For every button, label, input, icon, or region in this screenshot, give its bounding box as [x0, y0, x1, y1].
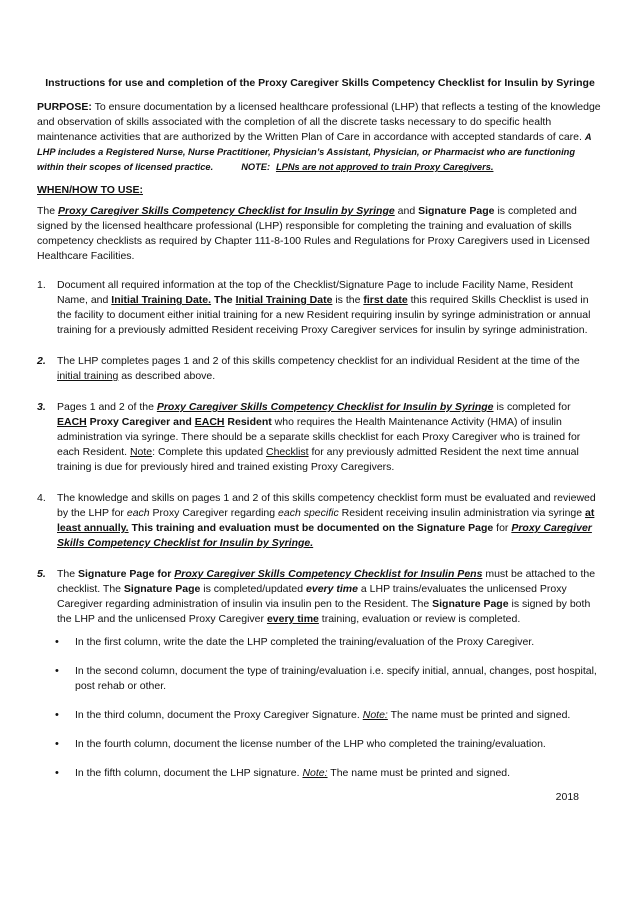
item-text	[57, 491, 603, 551]
item-text	[57, 567, 603, 627]
item-text-run: Pages 1 and 2 of the	[57, 401, 157, 413]
intro-text: The	[37, 205, 59, 217]
each-term: EACH	[57, 416, 87, 428]
intro-text: and	[394, 205, 419, 217]
initial-training-date-term: Initial Training Date	[235, 294, 333, 306]
document-page	[37, 76, 603, 795]
bullet-icon: •	[55, 665, 59, 677]
every-time-term: every time	[266, 613, 319, 625]
document-title: Instructions for use and completion of the Proxy Caregiver Skills Competency Checklist for Insulin by Syringe	[45, 77, 595, 89]
bullet-item	[55, 766, 603, 781]
bullet-item	[55, 664, 603, 694]
bullet-text-run: The name must be printed and signed.	[327, 767, 511, 779]
bullet-text	[75, 766, 603, 781]
item-text-run: The LHP completes pages 1 and 2 of this skills competency checklist for an individual Resident at the time of the	[57, 355, 580, 367]
bullet-icon: •	[55, 738, 59, 750]
item-number: 2.	[37, 355, 46, 367]
bullet-text: In the first column, write the date the LHP completed the training/evaluation of the Proxy Caregiver.	[75, 636, 535, 648]
intro-paragraph	[37, 204, 603, 264]
list-item-5	[37, 567, 603, 627]
purpose-paragraph	[37, 100, 603, 175]
checklist-term: Checklist	[265, 446, 309, 458]
signature-page-term: Signature Page for	[78, 568, 175, 580]
bullet-icon: •	[55, 767, 59, 779]
note-term: Note:	[302, 767, 328, 779]
item-text-run: is the	[332, 294, 364, 306]
item-text-run: : Complete this updated	[152, 446, 266, 458]
each-term: each	[126, 507, 150, 519]
item-text	[57, 400, 603, 475]
item-text-run: who requires the Health Maintenance Activity (HMA) of insulin administration via syringe. There should be a separate skills checklist for each Proxy Caregiver who is trained for each Resident.	[57, 416, 581, 458]
every-time-term: every time	[306, 583, 358, 595]
lhp-definition: A LHP includes a Registered Nurse, Nurse Practitioner, Physician’s Assistant, Physician, or Pharmacist who are functioning within their scopes of licensed practice.	[37, 132, 592, 172]
item-text-run: for	[493, 522, 512, 534]
purpose-label: PURPOSE:	[37, 101, 92, 113]
item-text-run: Document all required information at the top of the Checklist/Signature Page to include Facility Name, Resident Name, and	[57, 279, 573, 306]
list-item-1	[37, 278, 603, 338]
item-text-run: as described above.	[118, 370, 216, 382]
item-text	[57, 354, 603, 384]
list-item-4	[37, 491, 603, 551]
item-text-run: Resident receiving insulin administration via syringe	[338, 507, 586, 519]
bullet-text: In the fourth column, document the license number of the LHP who completed the training/evaluation.	[75, 738, 546, 750]
item-text-run: for any previously admitted Resident the next time annual training is due for previously hired and trained existing Proxy Caregivers.	[57, 446, 579, 473]
item-number: 1.	[37, 279, 46, 291]
bullet-text-run: In the fifth column, document the LHP signature.	[75, 767, 303, 779]
bullet-text	[75, 708, 603, 723]
lpn-note: LPNs are not approved to train Proxy Caregivers.	[275, 162, 494, 172]
item-text-run: The	[57, 568, 79, 580]
item-text-run: Resident	[224, 416, 272, 428]
item-text-run: Proxy Caregiver and	[86, 416, 195, 428]
signature-page-term: Signature Page	[123, 583, 201, 595]
item-number: 5.	[37, 568, 46, 580]
column-instructions-list	[55, 635, 603, 781]
item-text-run: Proxy Caregiver regarding	[149, 507, 279, 519]
document-year: 2018	[555, 791, 579, 803]
item-text-run: must be attached to the checklist. The	[57, 568, 596, 595]
item-text-run: The	[211, 294, 236, 306]
bullet-text-run: The name must be printed and signed.	[387, 709, 571, 721]
signature-page-term: Signature Page	[418, 205, 495, 217]
checklist-name: Proxy Caregiver Skills Competency Checklist for Insulin by Syringe.	[57, 522, 592, 549]
when-how-heading: WHEN/HOW TO USE:	[37, 184, 143, 196]
item-number: 3.	[37, 401, 46, 413]
initial-training-term: initial training	[57, 370, 119, 382]
each-term: EACH	[194, 416, 225, 428]
bullet-item	[55, 737, 603, 752]
purpose-text: To ensure documentation by a licensed healthcare professional (LHP) that reflects a testing of the knowledge and observation of skills associated with the completion of all the discrete tasks necessary to do specific health maintenance activities that are authorized by the Written Plan of Care in accordance with accepted standards of care.	[37, 101, 601, 143]
item-number: 4.	[37, 492, 46, 504]
item-text-run: is completed for	[493, 401, 571, 413]
initial-training-date-term: Initial Training Date.	[111, 294, 212, 306]
bullet-icon: •	[55, 709, 59, 721]
item-text-run: is completed/updated	[200, 583, 307, 595]
bullet-icon: •	[55, 636, 59, 648]
signature-page-term: Signature Page	[432, 598, 509, 610]
item-text-run: is signed by both the LHP and the unlicensed Proxy Caregiver	[57, 598, 591, 625]
list-item-3	[37, 400, 603, 475]
each-specific-term: each specific	[278, 507, 339, 519]
bullet-item	[55, 708, 603, 723]
list-item-2	[37, 354, 603, 384]
intro-text: is completed and signed by the licensed healthcare professional (LHP) responsible for completing the training and evaluation of skills competency checklists as required by Chapter 111-8-100 Rules and Regulations for Proxy Caregivers used in Licensed Healthcare Facilities.	[37, 205, 590, 262]
item-text-run: This training and evaluation must be documented on the Signature Page	[128, 522, 494, 534]
bullet-text-run: In the third column, document the Proxy Caregiver Signature.	[75, 709, 363, 721]
checklist-name: Proxy Caregiver Skills Competency Checklist for Insulin by Syringe	[58, 205, 395, 217]
first-date-term: first date	[363, 294, 408, 306]
bullet-text: In the second column, document the type of training/evaluation i.e. specify initial, annual, changes, post hospital, post rehab or other.	[75, 665, 597, 692]
item-text-run: training, evaluation or review is completed.	[318, 613, 521, 625]
item-text-run: a LHP trains/evaluates the unlicensed Proxy Caregiver regarding administration of insulin via insulin pen to the Resident. The	[57, 583, 567, 610]
item-text	[57, 278, 603, 338]
note-term: Note	[129, 446, 153, 458]
bullet-item	[55, 635, 603, 650]
at-least-annually-term: at least annually.	[57, 507, 595, 534]
item-text-run: this required Skills Checklist is used in the facility to document either initial training for a new Resident requiring insulin by syringe administration or annual training for a previously admitted Resident receiving Proxy Caregiver services for insulin by syringe administration.	[57, 294, 591, 336]
item-text-run: The knowledge and skills on pages 1 and 2 of this skills competency checklist form must be evaluated and reviewed by the LHP for	[57, 492, 596, 519]
note-label: NOTE:	[241, 162, 271, 172]
insulin-pens-checklist-name: Proxy Caregiver Skills Competency Checklist for Insulin Pens	[174, 568, 483, 580]
note-term: Note:	[362, 709, 388, 721]
checklist-name: Proxy Caregiver Skills Competency Checklist for Insulin by Syringe	[156, 401, 494, 413]
